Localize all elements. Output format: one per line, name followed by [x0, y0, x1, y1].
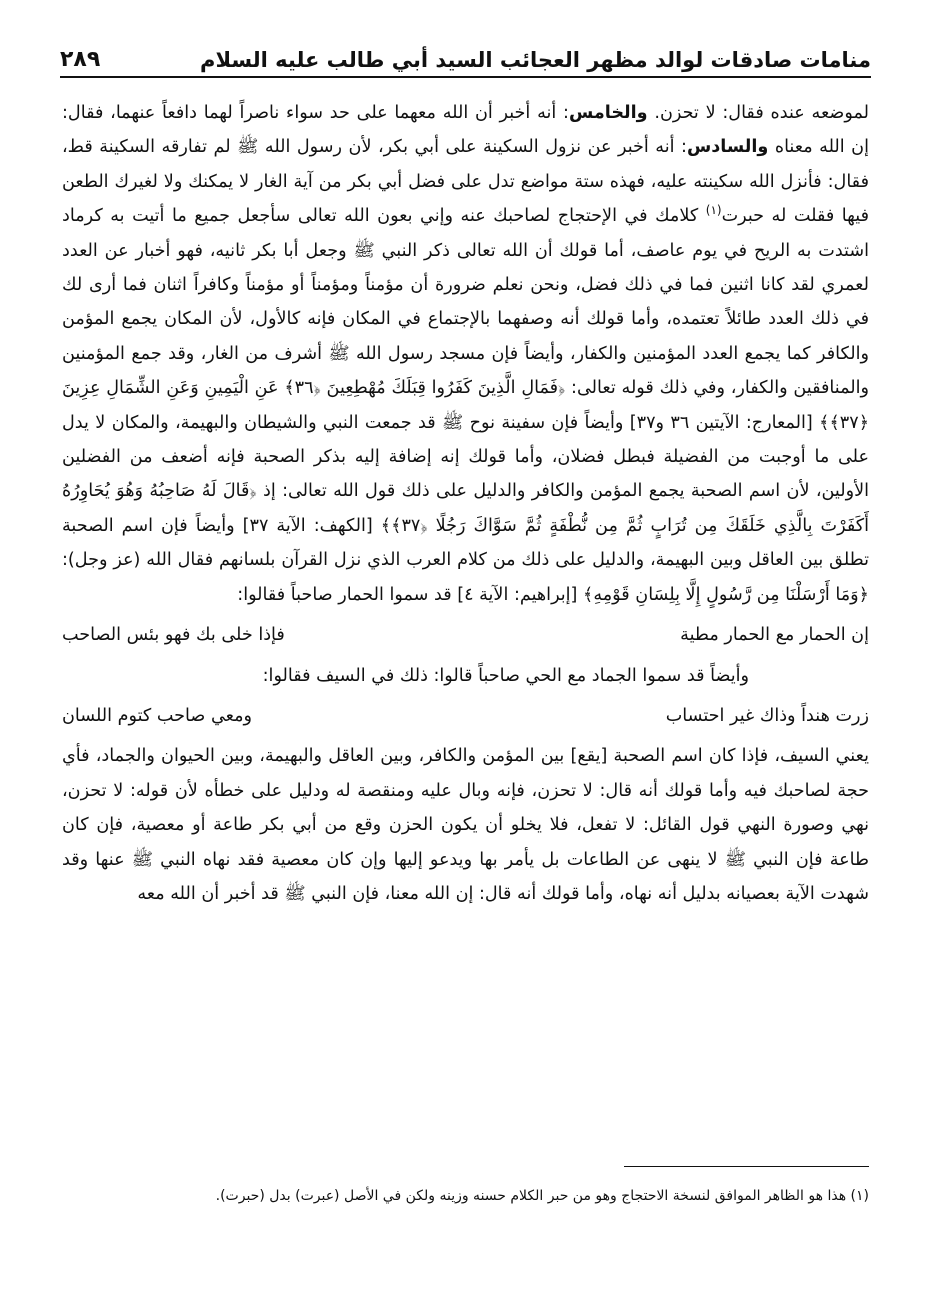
page-header [60, 28, 871, 78]
paragraph-1 [62, 96, 869, 612]
paragraph-1-middle: : أنه أخبر أن الله معهما على حد سواء ناصراً لهما دافعاً عنهما، فقال: إن الله معناه [62, 103, 869, 158]
main-text [62, 96, 869, 911]
sixth-heading: والسادس [686, 137, 769, 158]
footnote-reference: (١) [705, 203, 722, 218]
verse-2-first-hemistich: زرت هنداً وذاك غير احتساب [665, 705, 869, 726]
verse-2-second-hemistich: ومعي صاحب كتوم اللسان [62, 705, 253, 726]
paragraph-1-cont: : أنه أخبر عن نزول السكينة على أبي بكر، لأن رسول الله ﷺ لم تفارقه السكينة قط، فقال: فأنزل الله سكينته عليه، فهذه ستة مواضع تدل على فضل أبي بكر من آية الغار لا يمكنك ولا لغيرك الطعن فيها فقلت له حبرت [62, 137, 869, 227]
footnote [62, 1182, 869, 1211]
poem-verse-1 [62, 618, 869, 652]
page-number: ٢٨٩ [60, 47, 101, 72]
paragraph-2: وأيضاً قد سموا الجماد مع الحي صاحباً قالوا: ذلك في السيف فقالوا: [262, 665, 749, 686]
verse-1-first-hemistich: إن الحمار مع الحمار مطية [680, 625, 869, 646]
paragraph-1-end: كلامك في الإحتجاج لصاحبك عنه وإني بعون الله تعالى سأجعل جميع ما أتيت به كرماد اشتدت به الريح في يوم عاصف، أما قولك أن الله تعالى ذكر النبي ﷺ وجعل أبا بكر ثانيه، فهو أخبار عن العدد لعمري لقد كانا اثنين فما في ذلك فضل، ونحن نعلم ضرورة أن مؤمناً ومؤمناً أو مؤمناً وكافراً اثنان فما أرى لك في ذلك العدد طائلاً تعتمده، وأما قولك أنه وصفهما بالإجتماع في المكان فإنه كالأول، لأن المكان يجمع المؤمن والكافر كما يجمع العدد المؤمنين والكفار، وأيضاً فإن مسجد رسول الله ﷺ أشرف من الغار، وقد جمع المؤمنين والمنافقين والكفار، وفي ذلك قوله تعالى: ﴿فَمَالِ الَّذِينَ كَفَرُوا قِبَلَكَ مُهْطِعِينَ ﴿٣٦﴾ عَنِ الْيَمِينِ وَعَنِ الشِّمَالِ عِزِينَ ﴿٣٧﴾﴾ [المعارج: الآيتين ٣٦ و٣٧] وأيضاً فإن سفينة نوح ﷺ قد جمعت النبي والشيطان والبهيمة، والمكان لا يدل على ما أوجبت من الفضيلة فبطل فضلان، وأما قولك إنه إضافة إليه بذكر الصحبة فإنه أضعف من الفضلين الأولين، لأن اسم الصحبة يجمع المؤمن والكافر والدليل على ذلك قول الله تعالى: إذ ﴿قَالَ لَهُ صَاحِبُهُ وَهُوَ يُحَاوِرُهُ أَكَفَرْتَ بِالَّذِي خَلَقَكَ مِن تُرَابٍ ثُمَّ مِن نُّطْفَةٍ ثُمَّ سَوَّاكَ رَجُلًا ﴿٣٧﴾﴾ [الكهف: الآية ٣٧] وأيضاً فإن اسم الصحبة تطلق بين العاقل وبين البهيمة، والدليل على ذلك من كلام العرب الذي نزل القرآن بلسانهم فقال الله (عز وجل): ﴿وَمَا أَرْسَلْنَا مِن رَّسُولٍ إِلَّا بِلِسَانِ قَوْمِهِ﴾ [إبراهيم: الآية ٤] قد سموا الحمار صاحباً فقالوا: [62, 206, 870, 605]
fifth-heading: والخامس [568, 103, 648, 123]
poem-verse-2 [62, 699, 869, 733]
footnote-text: (١) هذا هو الظاهر الموافق لنسخة الاحتجاج وهو من حبر الكلام حسنه وزينه ولكن في الأصل (عبرت) بدل (حبرت). [215, 1188, 869, 1204]
paragraph-3: يعني السيف، فإذا كان اسم الصحبة [يقع] بين المؤمن والكافر، وبين العاقل والبهيمة، وبين الحيوان والجماد، فأي حجة لصاحبك فيه وأما قولك أنه قال: لا تحزن، فإنه وبال عليه ومنقصة له ودليل على خطأه لأن قوله: لا تحزن، نهي وصورة النهي قول القائل: لا تفعل، فلا يخلو أن يكون الحزن وقع من أبي بكر طاعة أو معصية، فإن كان طاعة فإن النبي ﷺ لا ينهى عن الطاعات بل يأمر بها ويدعو إليها وإن كان معصية فقد نهاه النبي ﷺ عنها وقد شهدت الآية بعصيانه بدليل أنه نهاه، وأما قولك أنه قال: إن الله معنا، فإن النبي ﷺ قد أخبر أن الله معه [62, 746, 869, 904]
running-title: منامات صادقات لوالد مظهر العجائب السيد أبي طالب عليه السلام [200, 48, 871, 72]
footnote-divider [624, 1166, 869, 1167]
verse-1-second-hemistich: فإذا خلى بك فهو بئس الصاحب [62, 625, 285, 646]
paragraph-1-start: لموضعه عنده فقال: لا تحزن. [647, 103, 869, 123]
